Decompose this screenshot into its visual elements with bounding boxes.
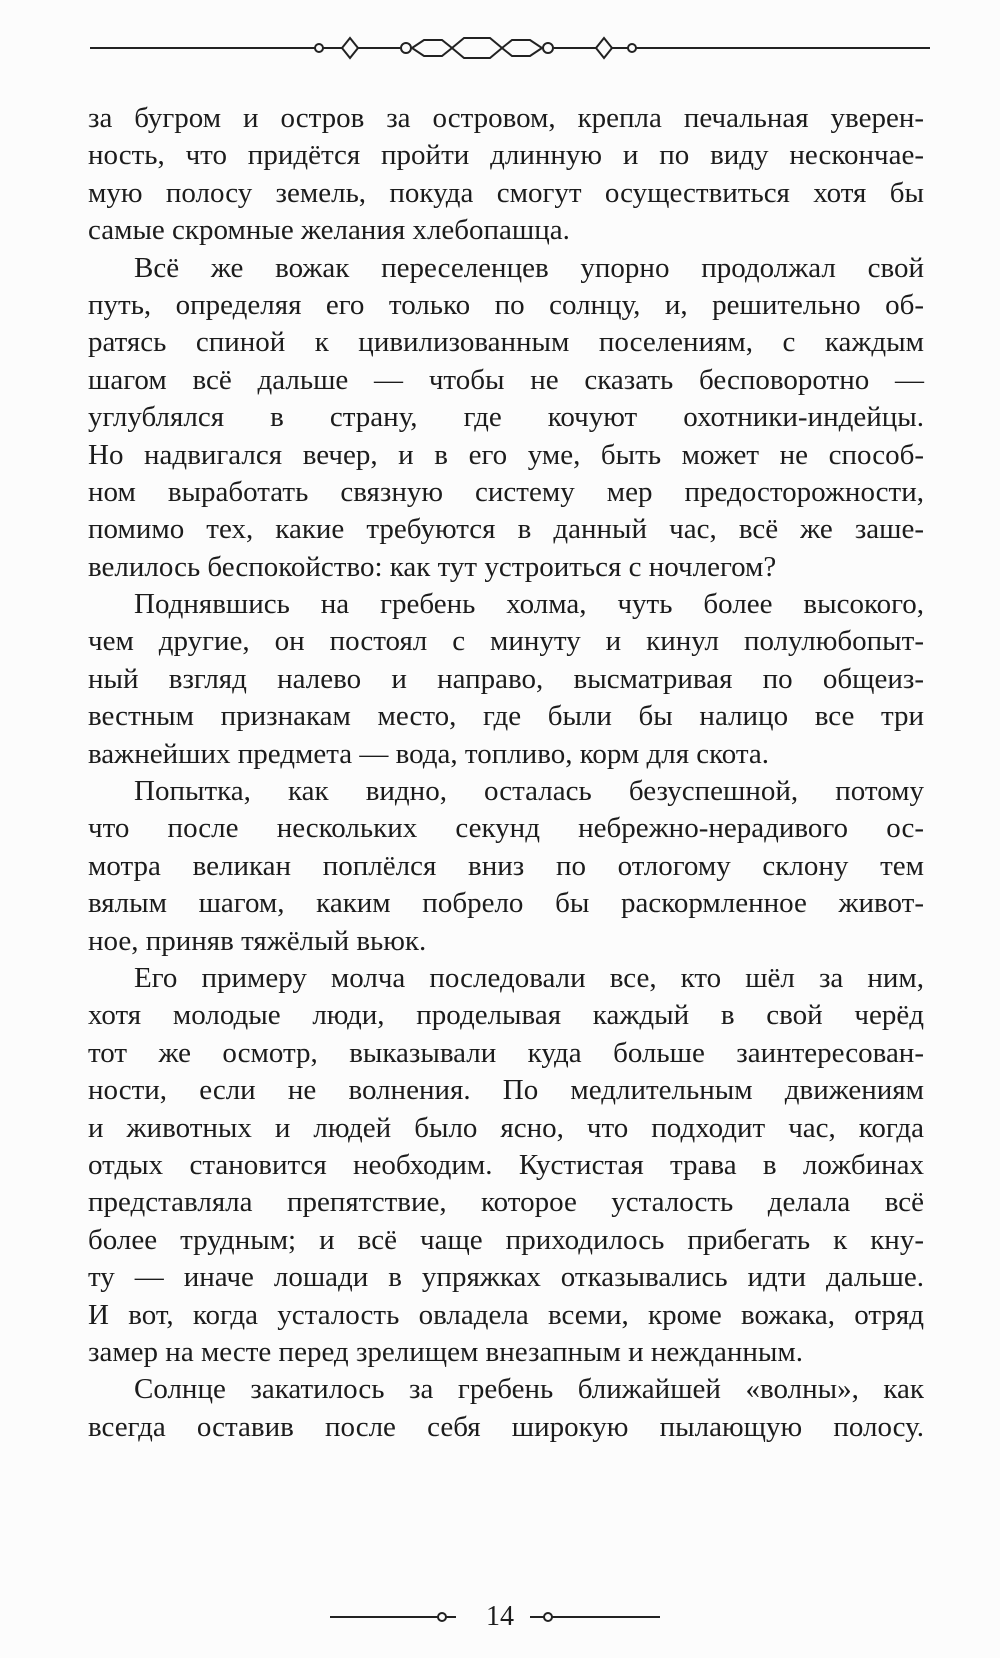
text-line: Поднявшись на гребень холма, чуть более высокого,	[134, 588, 924, 621]
text-line: что после нескольких секунд небрежно-нерадивого ос-	[88, 812, 924, 845]
text-line: тот же осмотр, выказывали куда больше заинтересован-	[88, 1036, 924, 1069]
text-line: велилось беспокойство: как тут устроиться с ночлегом?	[88, 550, 777, 583]
text-line: Но надвигался вечер, и в его уме, быть может не способ-	[88, 438, 924, 471]
text-line: помимо тех, какие требуются в данный час, всё же заше-	[88, 513, 924, 546]
text-line: представляла препятствие, которое усталость делала всё	[88, 1186, 924, 1219]
text-line: мотра великан поплёлся вниз по отлогому склону тем	[88, 849, 924, 882]
text-line: и животных и людей было ясно, что подходит час, когда	[88, 1111, 924, 1144]
text-line: отдых становится необходим. Кустистая трава в ложбинах	[88, 1148, 924, 1181]
top-ornament-rule	[90, 26, 930, 66]
text-line: ность, что придётся пройти длинную и по виду нескончае-	[88, 139, 924, 172]
text-line: мую полосу земель, покуда смогут осуществиться хотя бы	[88, 176, 924, 209]
text-line: всегда оставив после себя широкую пылающую полосу.	[88, 1410, 924, 1443]
text-line: Попытка, как видно, осталась безуспешной, потому	[134, 775, 924, 808]
text-line: вестным признакам место, где были бы налицо все три	[88, 700, 924, 733]
text-line: ный взгляд налево и направо, высматривая по общеиз-	[88, 662, 924, 695]
text-line: важнейших предмета — вода, топливо, корм для скота.	[88, 737, 770, 770]
text-line: за бугром и остров за островом, крепла печальная уверен-	[88, 102, 924, 134]
page-number-text: 14	[472, 1601, 528, 1632]
text-line: ту — иначе лошади в упряжках отказывались идти дальше.	[88, 1261, 924, 1294]
text-line: более трудным; и всё чаще приходилось прибегать к кну-	[88, 1223, 924, 1256]
body-text	[88, 100, 924, 1446]
text-line: самые скромные желания хлебопашца.	[88, 214, 570, 247]
text-line: ное, приняв тяжёлый вьюк.	[88, 924, 427, 957]
text-line: ном выработать связную систему мер предосторожности,	[88, 475, 924, 508]
text-line: хотя молодые люди, проделывая каждый в свой черёд	[88, 999, 924, 1032]
text-line: Его примеру молча последовали все, кто шёл за ним,	[134, 961, 924, 994]
text-line: ратясь спиной к цивилизованным поселениям, с каждым	[88, 326, 924, 359]
text-line: ности, если не волнения. По медлительным движениям	[88, 1074, 924, 1107]
text-line: Всё же вожак переселенцев упорно продолжал свой	[134, 251, 924, 284]
text-line: путь, определяя его только по солнцу, и, решительно об-	[88, 288, 924, 321]
text-line: замер на месте перед зрелищем внезапным и нежданным.	[88, 1335, 804, 1368]
text-line: вялым шагом, каким побрело бы раскормленное живот-	[88, 887, 924, 920]
page-number	[0, 1597, 1000, 1637]
text-line: шагом всё дальше — чтобы не сказать бесповоротно —	[88, 363, 924, 396]
text-line: Солнце закатилось за гребень ближайшей «волны», как	[134, 1373, 924, 1406]
text-line: углублялся в страну, где кочуют охотники-индейцы.	[88, 401, 924, 434]
text-line: И вот, когда усталость овладела всеми, кроме вожака, отряд	[88, 1298, 924, 1331]
page-footer	[0, 1597, 1000, 1637]
text-line: чем другие, он постоял с минуту и кинул полулюбопыт-	[88, 625, 924, 658]
